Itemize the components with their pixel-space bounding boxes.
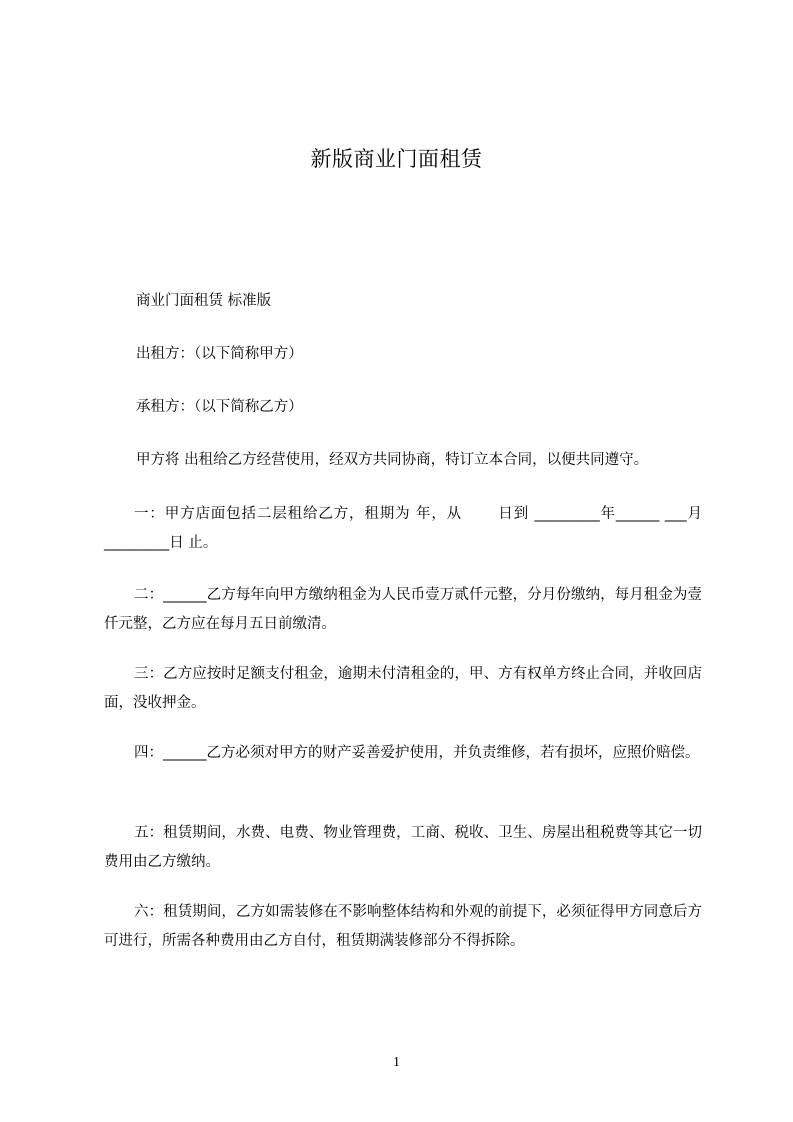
- clause-3: 三：乙方应按时足额支付租金，逾期未付清租金的，甲、方有权单方终止合同，并收回店面，没收押金。: [104, 666, 702, 711]
- clause-4: 四：______乙方必须对甲方的财产妥善爱护使用，并负责维修，若有损坏，应照价赔偿。: [134, 745, 700, 761]
- intro-paragraph: 甲方将 出租给乙方经营使用，经双方共同协商，特订立本合同，以便共同遵守。: [136, 452, 649, 468]
- document-title: 新版商业门面租赁: [310, 147, 483, 171]
- lessee-line: 承租方：（以下简称乙方）: [136, 399, 303, 415]
- subtitle-line: 商业门面租赁 标准版: [136, 293, 272, 309]
- clause-6: 六：租赁期间，乙方如需装修在不影响整体结构和外观的前提下，必须征得甲方同意后方可进行，所需各种费用由乙方自付，租赁期满装修部分不得拆除。: [104, 904, 702, 949]
- clause-1: 一：甲方店面包括二层租给乙方，租期为 年，从 日到 _________年______ ___月_________日 止。: [104, 506, 702, 551]
- lessor-line: 出租方：（以下简称甲方）: [136, 346, 303, 362]
- clause-2: 二：______乙方每年向甲方缴纳租金为人民币壹万贰仟元整，分月份缴纳，每月租金为壹仟元整，乙方应在每月五日前缴清。: [104, 587, 702, 632]
- clause-5: 五：租赁期间，水费、电费、物业管理费，工商、税收、卫生、房屋出租税费等其它一切费用由乙方缴纳。: [104, 825, 702, 870]
- page-number: 1: [393, 1055, 400, 1070]
